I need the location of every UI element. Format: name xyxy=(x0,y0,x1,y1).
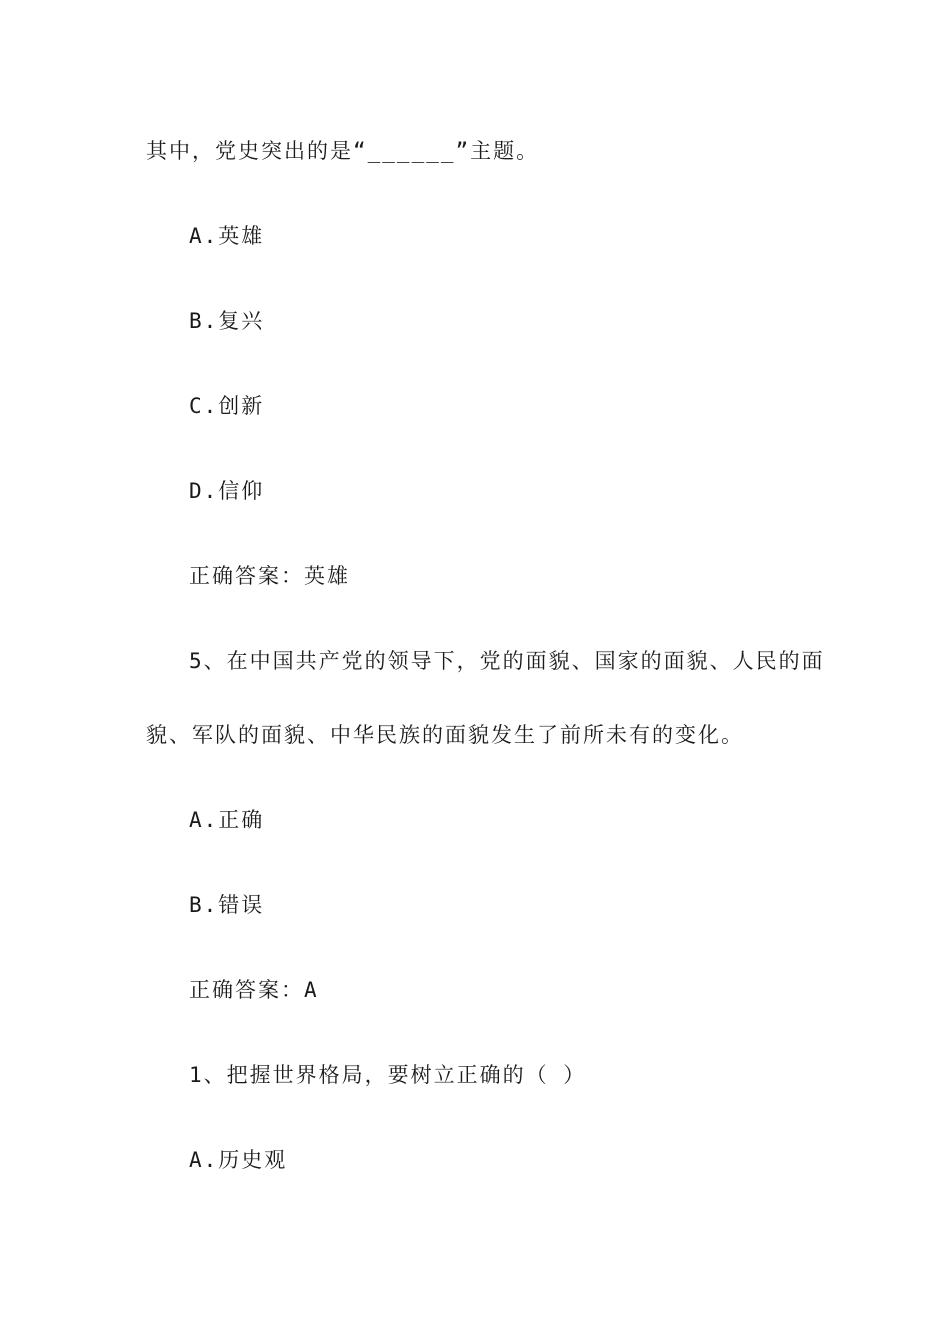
answer-line: 正确答案：A xyxy=(189,978,319,1002)
question-continuation: 其中，党史突出的是“______”主题。 xyxy=(146,139,540,163)
option-a: A.历史观 xyxy=(189,1148,288,1172)
option-b: B.复兴 xyxy=(189,309,265,333)
answer-line: 正确答案：英雄 xyxy=(189,564,350,588)
question-1: 1、把握世界格局，要树立正确的（ ） xyxy=(189,1063,587,1087)
option-a: A.英雄 xyxy=(189,224,265,248)
option-c: C.创新 xyxy=(189,394,265,418)
question-5-line-2: 貌、军队的面貌、中华民族的面貌发生了前所未有的变化。 xyxy=(146,723,744,747)
option-b: B.错误 xyxy=(189,893,265,917)
option-a: A.正确 xyxy=(189,808,265,832)
option-d: D.信仰 xyxy=(189,479,265,503)
question-5-line-1: 5、在中国共产党的领导下，党的面貌、国家的面貌、人民的面 xyxy=(189,649,825,673)
